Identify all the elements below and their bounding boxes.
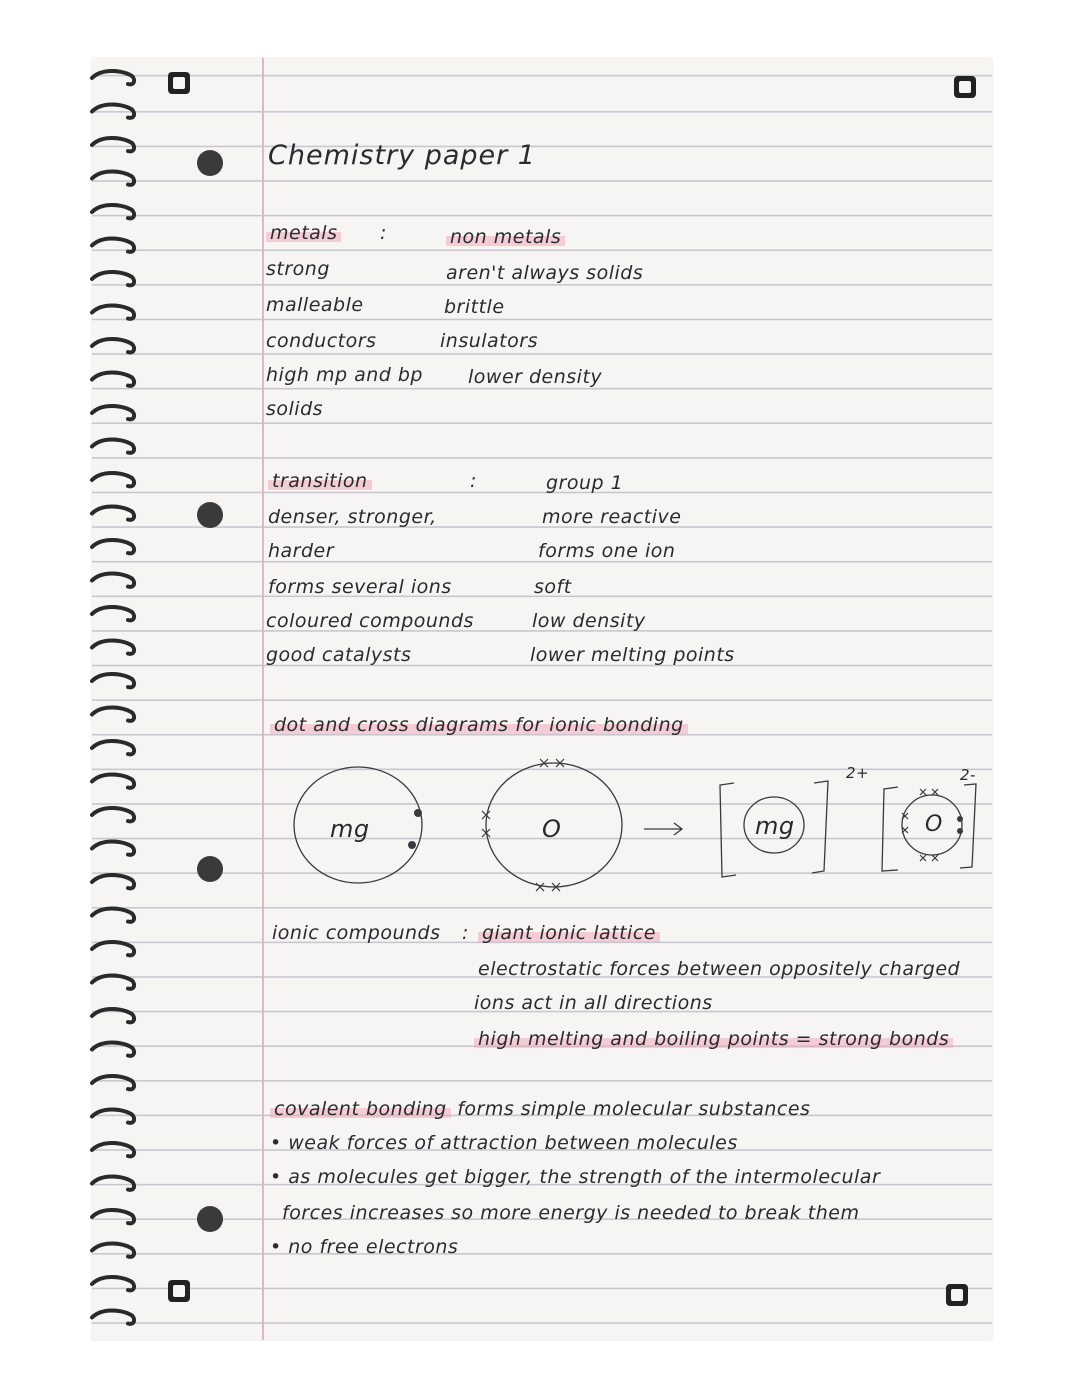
spiral-coil [92, 239, 134, 252]
electron-dot [414, 809, 422, 817]
spiral-coil [92, 1143, 134, 1156]
spiral-coil [92, 306, 134, 319]
covalent-bullet: • no free electrons [270, 1236, 459, 1258]
spiral-coil [92, 138, 134, 151]
electron-cross [920, 855, 938, 861]
spiral-binding [88, 62, 140, 1332]
transition-property: harder [268, 540, 335, 562]
metals-heading: metals [266, 222, 341, 244]
transition-heading: transition [268, 470, 372, 492]
nonmetal-property: insulators [440, 330, 538, 352]
nonmetals-heading: non metals [446, 226, 565, 248]
spiral-coil [92, 172, 134, 185]
nonmetal-property: aren't always solids [446, 262, 644, 284]
metal-property: solids [266, 398, 324, 420]
spiral-coil [92, 373, 134, 386]
group1-property: lower melting points [530, 644, 735, 666]
spiral-coil [92, 1009, 134, 1022]
metals-separator: : [380, 222, 387, 244]
spiral-coil [92, 1311, 134, 1324]
spiral-coil [92, 473, 134, 486]
metal-property: high mp and bp [266, 364, 423, 386]
mg-ion-label: mg [755, 812, 795, 840]
spiral-coil [92, 942, 134, 955]
spiral-coil [92, 1110, 134, 1123]
group1-property: low density [532, 610, 646, 632]
spiral-coil [92, 1244, 134, 1257]
nonmetal-property: brittle [444, 296, 505, 318]
mg-atom-label: mg [330, 815, 370, 843]
spiral-coil [92, 909, 134, 922]
corner-marker-icon [954, 76, 976, 98]
punch-hole [197, 502, 223, 528]
metal-property: strong [266, 258, 330, 280]
spiral-coil [92, 708, 134, 721]
metal-property: malleable [266, 294, 364, 316]
ionic-separator: : [462, 922, 469, 944]
transition-property: forms several ions [268, 576, 452, 598]
spiral-coil [92, 976, 134, 989]
spiral-coil [92, 540, 134, 553]
electron-dot [957, 828, 963, 834]
spiral-coil [92, 741, 134, 754]
nonmetal-property: lower density [468, 366, 603, 388]
spiral-coil [92, 440, 134, 453]
o-ion-label: O [925, 812, 943, 837]
ionic-subheading: giant ionic lattice [478, 922, 660, 944]
spiral-coil [92, 1177, 134, 1190]
spiral-coil [92, 1210, 134, 1223]
margin-line [262, 58, 264, 1340]
spiral-coil [92, 339, 134, 352]
spiral-coil [92, 1076, 134, 1089]
spiral-coil [92, 507, 134, 520]
mg-ion-charge: 2+ [846, 764, 870, 782]
corner-marker-icon [946, 1284, 968, 1306]
covalent-bullet: • as molecules get bigger, the strength of the intermolecular [270, 1166, 881, 1188]
corner-marker-icon [168, 72, 190, 94]
transition-separator: : [470, 470, 477, 492]
electron-dot [957, 816, 963, 822]
spiral-coil [92, 607, 134, 620]
covalent-continuation: forces increases so more energy is needed to break them [282, 1202, 860, 1224]
mg-ion-bracket [720, 783, 736, 877]
spiral-coil [92, 205, 134, 218]
punch-hole [197, 1206, 223, 1232]
spiral-coil [92, 808, 134, 821]
spiral-coil [92, 775, 134, 788]
ionic-line: ions act in all directions [474, 992, 713, 1014]
transition-property: denser, stronger, [268, 506, 437, 528]
electron-cross [920, 789, 938, 795]
transition-property: good catalysts [266, 644, 412, 666]
ionic-heading: ionic compounds [272, 922, 441, 944]
spiral-coil [92, 272, 134, 285]
spiral-coil [92, 1043, 134, 1056]
o-atom-label: O [542, 815, 562, 843]
group1-property: soft [534, 576, 572, 598]
covalent-heading: covalent bonding forms simple molecular substances [270, 1098, 810, 1120]
spiral-coil [92, 406, 134, 419]
covalent-bullet: • weak forces of attraction between molecules [270, 1132, 738, 1154]
dot-cross-diagram [280, 755, 990, 905]
group1-property: more reactive [542, 506, 682, 528]
ionic-line: high melting and boiling points = strong bonds [474, 1028, 953, 1050]
corner-marker-icon [168, 1280, 190, 1302]
group1-heading: group 1 [546, 472, 624, 494]
spiral-coil [92, 875, 134, 888]
spiral-coil [92, 105, 134, 118]
spiral-coil [92, 574, 134, 587]
group1-property: forms one ion [538, 540, 676, 562]
spiral-coil [92, 674, 134, 687]
o-ion-charge: 2- [960, 766, 976, 784]
diagram-heading: dot and cross diagrams for ionic bonding [270, 714, 688, 736]
spiral-coil [92, 1277, 134, 1290]
punch-hole [197, 856, 223, 882]
electron-dot [408, 841, 416, 849]
punch-hole [197, 150, 223, 176]
o-ion-bracket [882, 787, 898, 871]
spiral-coil [92, 71, 134, 84]
ionic-line: electrostatic forces between oppositely charged [478, 958, 961, 980]
spiral-coil [92, 842, 134, 855]
metal-property: conductors [266, 330, 377, 352]
spiral-coil [92, 641, 134, 654]
transition-property: coloured compounds [266, 610, 474, 632]
page-title: Chemistry paper 1 [268, 140, 536, 171]
